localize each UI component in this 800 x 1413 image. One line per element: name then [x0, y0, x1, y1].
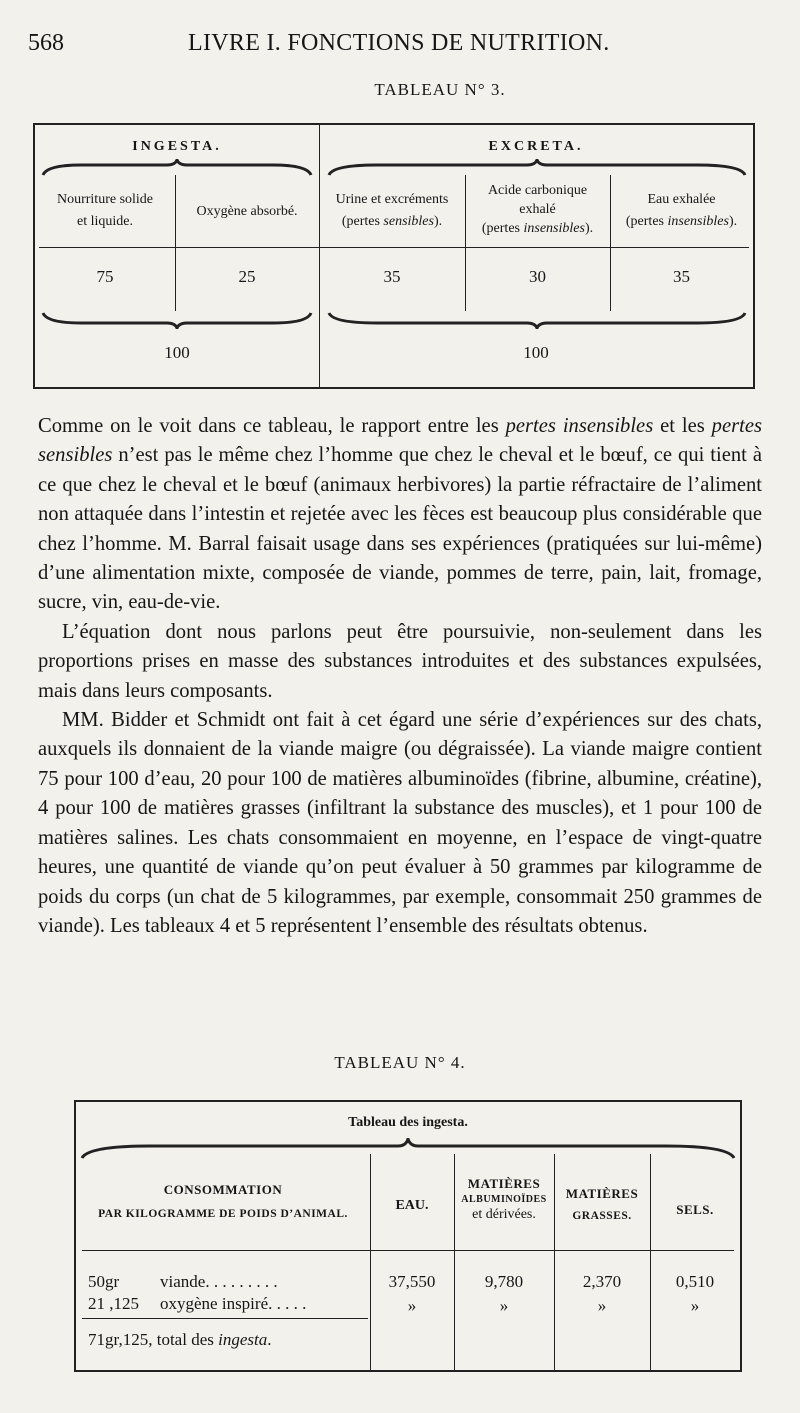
- table4-total-rule: [82, 1318, 368, 1319]
- table4: [74, 1100, 742, 1372]
- table3-caption: TABLEAU N° 3.: [374, 80, 506, 99]
- table3-excreta-total: 100: [523, 343, 549, 362]
- table3-col2-header: Oxygène absorbé.: [196, 204, 298, 219]
- excreta-brace: [327, 159, 747, 179]
- table4-eau-header: EAU.: [395, 1198, 429, 1213]
- row-quantity: 21 ,125: [88, 1294, 139, 1313]
- row-albuminoides: 9,780: [484, 1272, 524, 1291]
- table3-value-eau: 35: [673, 267, 690, 286]
- table4-consommation-header: CONSOMMATION PAR KILOGRAMME DE POIDS D’ANIMAL.: [98, 1182, 348, 1220]
- running-head: [28, 28, 768, 64]
- table3-ingesta-label: INGESTA.: [132, 139, 222, 154]
- ingesta-brace: [41, 159, 313, 179]
- row-item: oxygène inspiré. . . . .: [160, 1294, 307, 1313]
- table3-col3-header: Urine et excréments (pertes sensibles).: [335, 192, 449, 229]
- page-number: 568: [28, 30, 64, 56]
- table4-title-brace: [80, 1138, 736, 1162]
- table3-value-nourriture: 75: [96, 267, 114, 286]
- paragraph-2: L’équation dont nous parlons peut être poursuivie, non-seulement dans les proportions prises en masse des substances introduites et des substances expulsées, mais dans leurs composants.: [38, 620, 762, 702]
- paragraph-1: [38, 412, 762, 618]
- ingesta-total-brace: [41, 309, 313, 329]
- table4-total: 71gr,125, total des ingesta.: [88, 1330, 272, 1349]
- table4-col-divider: [650, 1154, 651, 1370]
- row-grasses: »: [597, 1296, 607, 1315]
- table3-ingesta-total: 100: [164, 343, 190, 362]
- table4-col-divider: [370, 1154, 371, 1370]
- paragraph-3: MM. Bidder et Schmidt ont fait à cet égard une série d’expériences sur des chats, auxquels ils donnaient de la viande maigre (ou dégraissée). La viande maigre contient 75 pour 100 d’eau, 20 pour 100 de matières albuminoïdes (fibrine, albumine, créatine), 4 pour 100 de matières grasses (infiltrant la substance des muscles), et 1 pour 100 de matières salines. Les chats consommaient en moyenne, en l’espace de vingt-quatre heures, une quantité de viande qu’on peut évaluer à 50 grammes par kilogramme de poids du corps (un chat de 5 kilogrammes, par exemple, consommait 250 grammes de viande). Les tableaux 4 et 5 représentent l’ensemble des résultats obtenus.: [38, 709, 762, 937]
- table3-col1-header: Nourriture solide et liquide.: [56, 192, 154, 229]
- table3-excreta-label: EXCRETA.: [488, 139, 584, 154]
- row-quantity: 50gr: [88, 1272, 120, 1291]
- table3-col-divider: [175, 175, 176, 311]
- table3-value-urine: 35: [383, 267, 401, 286]
- table3-value-acide: 30: [529, 267, 546, 286]
- row-sels: »: [690, 1296, 700, 1315]
- excreta-total-brace: [327, 309, 747, 329]
- row-eau: 37,550: [388, 1272, 436, 1291]
- table4-sels-header: SELS.: [676, 1202, 714, 1217]
- text-run: n’est pas le même chez l’homme que chez le cheval et le bœuf, ce qui tient à ce que chez le cheval et le bœuf (animaux herbivores) la partie réfractaire de l’aliment non attaquée dans l’intestin et rejetée avec les fèces est beaucoup plus considérable que chez l’homme. M. Barral faisait usage dans ses expériences (pratiquées sur lui-même) d’une alimentation mixte, composée de viande, pommes de terre, pain, lait, fromage, sucre, vin, eau-de-vie.: [38, 444, 762, 614]
- row-sels: 0,510: [675, 1272, 715, 1291]
- table3-col4-header: Acide carbonique exhalé (pertes insensibles).: [481, 183, 594, 236]
- table3: [33, 123, 755, 389]
- body-text: [38, 412, 762, 941]
- emphasis-text: pertes insensibles: [505, 415, 654, 437]
- table3-col5-header: Eau exhalée (pertes insensibles).: [625, 192, 738, 229]
- row-eau: »: [407, 1296, 417, 1315]
- table4-albuminoides-header: MATIÈRES ALBUMINOÏDES et dérivées.: [461, 1176, 547, 1222]
- running-title: LIVRE I. FONCTIONS DE NUTRITION.: [188, 30, 610, 56]
- table4-header-rule: [82, 1250, 734, 1251]
- text-run: Comme on le voit dans ce tableau, le rapport entre les: [38, 415, 506, 437]
- table4-caption: TABLEAU N° 4.: [334, 1053, 466, 1072]
- table4-grasses-header: MATIÈRES GRASSES.: [565, 1186, 639, 1222]
- table4-title: Tableau des ingesta.: [348, 1115, 468, 1130]
- table3-value-oxygene: 25: [238, 267, 256, 286]
- table3-header-rule: [39, 247, 749, 248]
- row-grasses: 2,370: [582, 1272, 622, 1291]
- row-albuminoides: »: [499, 1296, 509, 1315]
- emphasis-text: pertes sensibles: [38, 415, 762, 467]
- row-item: viande. . . . . . . . .: [160, 1272, 278, 1291]
- text-run: et les: [653, 415, 712, 437]
